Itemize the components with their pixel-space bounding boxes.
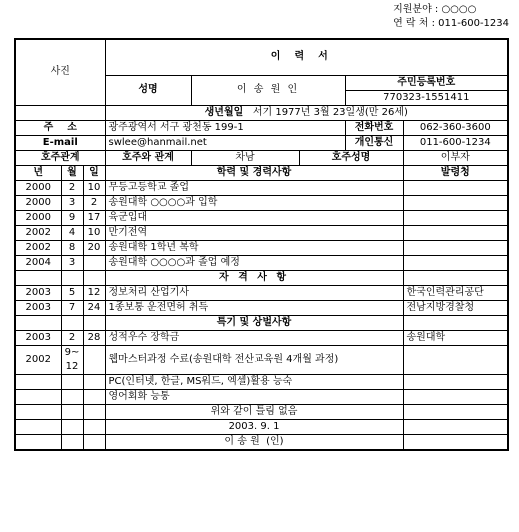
- entry-month: [61, 374, 83, 389]
- entry-day: 24: [83, 300, 105, 315]
- entry-day: 10: [83, 180, 105, 195]
- entry-content: 송원대학 1학년 복학: [105, 240, 403, 255]
- entry-issuer: [403, 255, 508, 270]
- entry-day: 20: [83, 240, 105, 255]
- family-head-label: 호주관계: [15, 150, 105, 165]
- col-year: 년: [15, 165, 61, 180]
- entry-issuer: [403, 240, 508, 255]
- entry-day: [83, 255, 105, 270]
- award-row: [15, 345, 508, 374]
- entry-issuer: [403, 180, 508, 195]
- award-row: [15, 374, 508, 389]
- entry-year: 2000: [15, 210, 61, 225]
- education-section: [15, 180, 508, 270]
- entry-month: 2: [61, 330, 83, 345]
- entry-year: 2002: [15, 225, 61, 240]
- entry-year: 2000: [15, 195, 61, 210]
- entry-day: [83, 389, 105, 404]
- entry-issuer: [403, 389, 508, 404]
- entry-year: 2003: [15, 300, 61, 315]
- col-issuer: 발령청: [403, 165, 508, 180]
- entry-content: 성적우수 장학금: [105, 330, 403, 345]
- entry-content: 송원대학 ○○○○과 졸업 예정: [105, 255, 403, 270]
- family-relation-value: 차남: [191, 150, 299, 165]
- document-title: 이력서: [105, 39, 508, 75]
- col-content: 학력 및 경력사항: [105, 165, 403, 180]
- address-value: 광주광역서 서구 광천동 199-1: [105, 120, 345, 135]
- entry-month: 8: [61, 240, 83, 255]
- family-head-name-label: 호주성명: [299, 150, 403, 165]
- entry-year: [15, 374, 61, 389]
- rrn-value: 770323-1551411: [345, 90, 508, 105]
- entry-issuer: [403, 374, 508, 389]
- entry-month: 9: [61, 210, 83, 225]
- email-label: E-mail: [15, 135, 105, 150]
- entry-day: 2: [83, 195, 105, 210]
- entry-content: 1종보통 운전면허 취득: [105, 300, 403, 315]
- entry-issuer: [403, 210, 508, 225]
- entry-day: [83, 374, 105, 389]
- address-label: 주 소: [15, 120, 105, 135]
- education-row: [15, 255, 508, 270]
- family-head-name-value: 이부자: [403, 150, 508, 165]
- entry-month: 4: [61, 225, 83, 240]
- birth-row: [105, 105, 508, 120]
- education-row: [15, 195, 508, 210]
- education-row: [15, 225, 508, 240]
- entry-content: 송원대학 ○○○○과 입학: [105, 195, 403, 210]
- entry-year: 2003: [15, 330, 61, 345]
- entry-content: 정보처리 산업기사: [105, 285, 403, 300]
- name-label: 성명: [105, 75, 191, 105]
- birth-label: 생년월일: [204, 106, 244, 118]
- entry-issuer: [403, 225, 508, 240]
- entry-content: 웹마스터과정 수료(송원대학 전산교육원 4개월 과정): [105, 345, 403, 374]
- mobile-label: 개인통신: [345, 135, 403, 150]
- birth-value: 서기 1977년 3월 23일생(만 26세): [252, 106, 408, 118]
- col-month: 월: [61, 165, 83, 180]
- entry-year: 2004: [15, 255, 61, 270]
- entry-content: 영어회화 능통: [105, 389, 403, 404]
- entry-content: PC(인터넷, 한글, MS워드, 엑셀)활용 능숙: [105, 374, 403, 389]
- awards-section: [15, 330, 508, 404]
- entry-year: 2000: [15, 180, 61, 195]
- closing-statement: 위와 같이 틀림 없음: [105, 404, 403, 419]
- closing-date: 2003. 9. 1: [105, 419, 403, 434]
- education-row: [15, 180, 508, 195]
- certs-section: [15, 285, 508, 315]
- awards-header: 특기 및 상벌사항: [105, 315, 403, 330]
- entry-month: 7: [61, 300, 83, 315]
- cert-row: [15, 285, 508, 300]
- entry-month: 5: [61, 285, 83, 300]
- mobile-value: 011-600-1234: [403, 135, 508, 150]
- certs-header: 자 격 사 항: [105, 270, 403, 285]
- phone-value: 062-360-3600: [403, 120, 508, 135]
- contact-number: 연 락 처 : 011-600-1234: [393, 18, 509, 29]
- entry-day: 28: [83, 330, 105, 345]
- entry-content: 무등고등학교 졸업: [105, 180, 403, 195]
- entry-day: 17: [83, 210, 105, 225]
- entry-month: [61, 389, 83, 404]
- photo-box: 사진: [15, 39, 105, 105]
- entry-day: [83, 345, 105, 374]
- photo-box-bottom: [15, 105, 105, 120]
- resume-table: [14, 38, 509, 451]
- signature: 이 송 원 (인): [105, 434, 403, 450]
- award-row: [15, 389, 508, 404]
- entry-month: 3: [61, 195, 83, 210]
- entry-year: 2003: [15, 285, 61, 300]
- entry-issuer: [403, 195, 508, 210]
- application-field: 지원분야 : ○○○○: [393, 4, 477, 15]
- entry-year: 2002: [15, 345, 61, 374]
- family-relation-label: 호주와 관계: [105, 150, 191, 165]
- award-row: [15, 330, 508, 345]
- email-value: swlee@hanmail.net: [105, 135, 345, 150]
- education-row: [15, 240, 508, 255]
- entry-issuer: 한국인력관리공단: [403, 285, 508, 300]
- entry-issuer: [403, 345, 508, 374]
- entry-day: 10: [83, 225, 105, 240]
- rrn-label: 주민등록번호: [345, 75, 508, 90]
- header-info: [393, 3, 509, 31]
- entry-content: 만기전역: [105, 225, 403, 240]
- entry-issuer: 송원대학: [403, 330, 508, 345]
- cert-row: [15, 300, 508, 315]
- entry-month: 3: [61, 255, 83, 270]
- entry-issuer: 전남지방경찰청: [403, 300, 508, 315]
- name-value: 이 송 원 인: [191, 75, 345, 105]
- col-day: 일: [83, 165, 105, 180]
- entry-month: 9~ 12: [61, 345, 83, 374]
- entry-content: 육군입대: [105, 210, 403, 225]
- entry-day: 12: [83, 285, 105, 300]
- phone-label: 전화번호: [345, 120, 403, 135]
- education-row: [15, 210, 508, 225]
- entry-month: 2: [61, 180, 83, 195]
- entry-year: [15, 389, 61, 404]
- entry-year: 2002: [15, 240, 61, 255]
